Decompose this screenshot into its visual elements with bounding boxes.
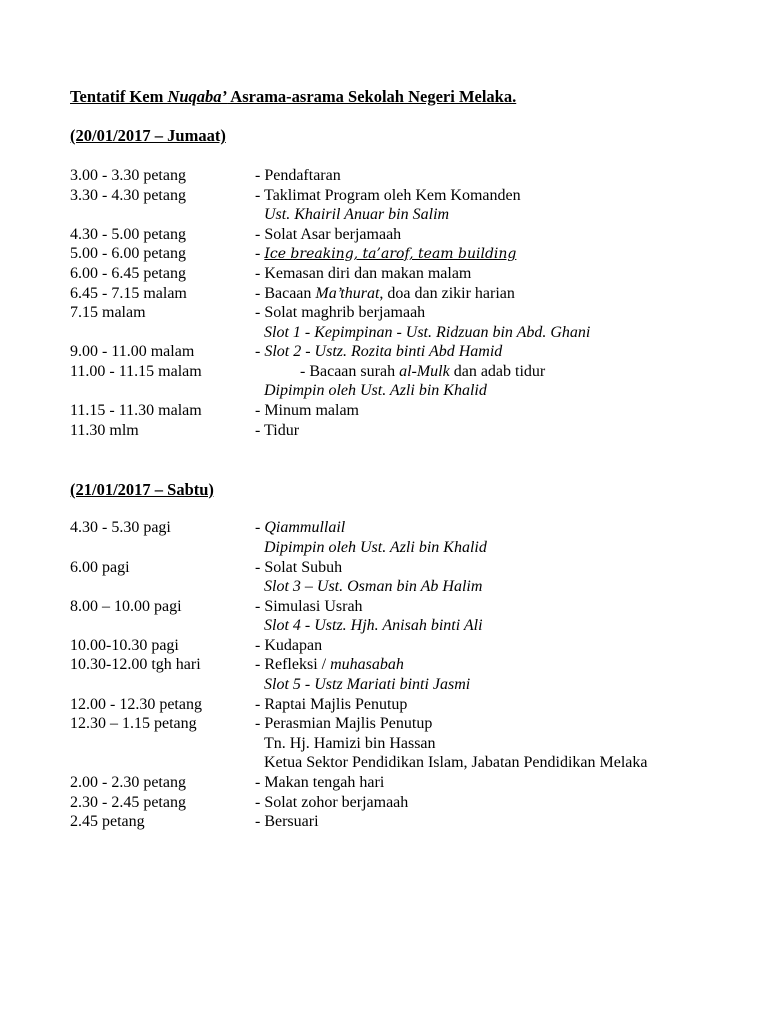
activity-prefix: - [255, 245, 265, 262]
schedule-row [70, 597, 750, 617]
row-activity: Tn. Hj. Hamizi bin Hassan [264, 735, 436, 752]
schedule-row [70, 558, 750, 578]
row-activity: - Solat Asar berjamaah [255, 226, 402, 243]
activity-prefix: - [255, 519, 265, 536]
row-activity: - Solat zohor berjamaah [255, 794, 409, 811]
row-time: 4.30 - 5.30 pagi [70, 519, 171, 536]
document-title [70, 87, 516, 107]
schedule-row [70, 714, 750, 734]
row-activity: Slot 1 - Kepimpinan - Ust. Ridzuan bin Abd. Ghani [264, 324, 591, 341]
schedule-row [70, 812, 750, 832]
schedule-row [70, 753, 750, 773]
row-activity: Slot 5 - Ustz Mariati binti Jasmi [264, 676, 471, 693]
row-activity: - Solat maghrib berjamaah [255, 304, 426, 321]
row-time: 5.00 - 6.00 petang [70, 245, 186, 262]
row-time: 4.30 - 5.00 petang [70, 226, 186, 243]
row-activity [255, 518, 345, 538]
row-time: 6.00 pagi [70, 559, 130, 576]
activity-prefix: - Refleksi / [255, 656, 331, 673]
row-activity: Ketua Sektor Pendidikan Islam, Jabatan Pendidikan Melaka [264, 754, 648, 771]
schedule-row [70, 421, 750, 441]
schedule-row [70, 205, 750, 225]
activity-prefix: - [255, 343, 265, 360]
row-activity: - Pendaftaran [255, 167, 341, 184]
row-time: 2.00 - 2.30 petang [70, 774, 186, 791]
schedule-row [70, 675, 750, 695]
schedule-row [70, 793, 750, 813]
row-activity: - Perasmian Majlis Penutup [255, 715, 433, 732]
row-activity [255, 284, 515, 304]
schedule-row [70, 323, 750, 343]
row-activity: - Simulasi Usrah [255, 598, 363, 615]
row-activity: - Raptai Majlis Penutup [255, 696, 408, 713]
schedule-row [70, 264, 750, 284]
row-activity: - Minum malam [255, 402, 359, 419]
row-time: 2.30 - 2.45 petang [70, 794, 186, 811]
schedule-row [70, 616, 750, 636]
activity-suffix: dan adab tidur [449, 363, 546, 380]
schedule-row [70, 166, 750, 186]
row-time: 10.30-12.00 tgh hari [70, 656, 201, 673]
schedule-row [70, 577, 750, 597]
schedule-row [70, 342, 750, 362]
schedule-row [70, 362, 750, 382]
title-italic: Nuqaba’ [167, 87, 228, 106]
row-activity: - Bersuari [255, 813, 319, 830]
row-activity: - Kemasan diri dan makan malam [255, 265, 472, 282]
activity-italic: Slot 2 - Ustz. Rozita binti Abd Hamid [264, 343, 503, 360]
row-activity [255, 342, 502, 362]
row-time: 12.00 - 12.30 petang [70, 696, 202, 713]
schedule-row [70, 401, 750, 421]
row-time: 11.15 - 11.30 malam [70, 402, 202, 419]
row-time: 6.45 - 7.15 malam [70, 285, 187, 302]
activity-italic: al-Mulk [399, 363, 450, 380]
row-activity: - Kudapan [255, 637, 323, 654]
schedule-row [70, 695, 750, 715]
row-time: 7.15 malam [70, 304, 146, 321]
schedule-row [70, 186, 750, 206]
row-activity: Dipimpin oleh Ust. Azli bin Khalid [264, 539, 487, 556]
schedule-row [70, 284, 750, 304]
row-activity [300, 362, 545, 382]
row-activity: Dipimpin oleh Ust. Azli bin Khalid [264, 382, 487, 399]
schedule-row [70, 734, 750, 754]
row-time: 8.00 – 10.00 pagi [70, 598, 182, 615]
schedule-row [70, 773, 750, 793]
row-activity: - Tidur [255, 422, 300, 439]
schedule-row [70, 244, 750, 264]
activity-suffix: , doa dan zikir harian [379, 285, 515, 302]
row-time: 2.45 petang [70, 813, 145, 830]
row-time: 11.30 mlm [70, 422, 139, 439]
schedule-row [70, 381, 750, 401]
title-suffix: Asrama-asrama Sekolah Negeri Melaka. [227, 87, 517, 106]
row-time: 3.30 - 4.30 petang [70, 187, 186, 204]
row-activity [255, 244, 516, 265]
row-time: 11.00 - 11.15 malam [70, 363, 202, 380]
activity-italic: Ma’thurat [315, 285, 380, 302]
row-time: 9.00 - 11.00 malam [70, 343, 195, 360]
row-activity: - Makan tengah hari [255, 774, 385, 791]
activity-prefix: - Bacaan [255, 285, 316, 302]
row-time: 12.30 – 1.15 petang [70, 715, 197, 732]
activity-styled: Ice breaking, ta’arof, team building [264, 246, 517, 262]
schedule-row [70, 303, 750, 323]
schedule-row [70, 636, 750, 656]
row-activity: Ust. Khairil Anuar bin Salim [264, 206, 450, 223]
schedule-row [70, 225, 750, 245]
row-time: 10.00-10.30 pagi [70, 637, 179, 654]
row-activity: Slot 4 - Ustz. Hjh. Anisah binti Ali [264, 617, 483, 634]
row-activity: - Solat Subuh [255, 559, 343, 576]
schedule-row [70, 655, 750, 675]
schedule-row [70, 538, 750, 558]
row-time: 6.00 - 6.45 petang [70, 265, 186, 282]
row-time: 3.00 - 3.30 petang [70, 167, 186, 184]
day1-heading: (20/01/2017 – Jumaat) [70, 126, 226, 145]
row-activity [255, 655, 404, 675]
row-activity: Slot 3 – Ust. Osman bin Ab Halim [264, 578, 483, 595]
activity-italic: muhasabah [330, 656, 404, 673]
activity-italic: Qiammullail [264, 519, 346, 536]
title-prefix: Tentatif Kem [70, 87, 168, 106]
day2-heading: (21/01/2017 – Sabtu) [70, 480, 214, 499]
schedule-row [70, 518, 750, 538]
activity-prefix: - Bacaan surah [300, 363, 400, 380]
row-activity: - Taklimat Program oleh Kem Komanden [255, 187, 521, 204]
